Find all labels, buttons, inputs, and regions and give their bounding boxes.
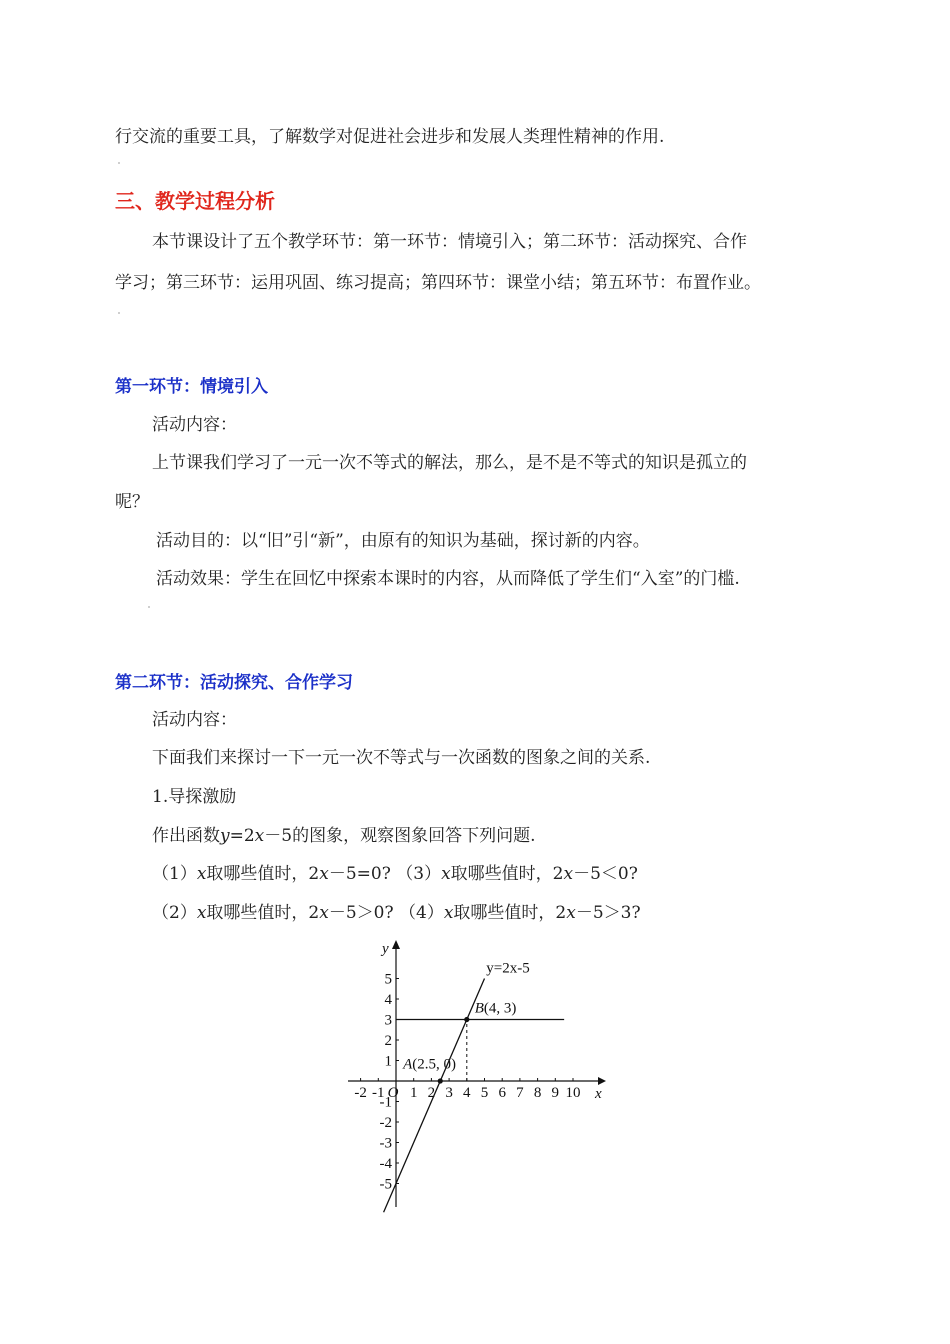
- paragraph-line: 上节课我们学习了一元一次不等式的解法，那么，是不是不等式的知识是孤立的: [152, 453, 747, 473]
- list-item-heading: 1.导探激励: [152, 787, 237, 807]
- label-line: 活动内容：: [152, 710, 237, 730]
- question-2: （2）x取哪些值时，2x－5＞0?: [152, 903, 394, 923]
- divider-dot: [118, 312, 120, 314]
- origin-label: O: [387, 1085, 399, 1101]
- subsection-heading: 第一环节：情境引入: [115, 377, 268, 397]
- x-axis-arrow: [598, 1077, 606, 1085]
- x-tick-label: 1: [409, 1085, 418, 1101]
- text-line: 行交流的重要工具，了解数学对促进社会进步和发展人类理性精神的作用.: [115, 127, 665, 147]
- y-axis-label: y: [382, 941, 389, 957]
- x-tick-label: 8: [533, 1085, 542, 1101]
- label-line: 活动内容：: [152, 415, 237, 435]
- y-tick-label: -2: [379, 1115, 392, 1131]
- paragraph-line: 活动效果：学生在回忆中探索本课时的内容，从而降低了学生们“入室”的门槛.: [156, 569, 740, 589]
- point-a: [438, 1078, 443, 1083]
- point-b-label: B(4, 3): [474, 1000, 517, 1017]
- point-a-label: A(2.5, 0): [403, 1056, 457, 1073]
- divider-dot: [118, 162, 120, 164]
- function-graph: [340, 935, 615, 1215]
- subsection-heading: 第二环节：活动探究、合作学习: [115, 673, 353, 693]
- section-heading: 三、教学过程分析: [115, 189, 275, 213]
- paragraph-line: 学习；第三环节：运用巩固、练习提高；第四环节：课堂小结；第五环节：布置作业。: [115, 273, 761, 293]
- y-tick-label: 4: [384, 992, 392, 1008]
- question-3: （3）x取哪些值时，2x－5＜0?: [396, 864, 638, 884]
- y-tick-label: -3: [379, 1135, 392, 1152]
- x-tick-label: 3: [445, 1085, 453, 1101]
- x-tick-label: 9: [551, 1085, 560, 1101]
- graph-layer: [348, 940, 606, 1212]
- y-tick-label: -4: [379, 1156, 392, 1172]
- x-tick-label: 4: [463, 1085, 471, 1101]
- question-row: [152, 863, 638, 885]
- question-intro: 作出函数y=2x－5的图象，观察图象回答下列问题.: [152, 826, 536, 846]
- y-tick-label: -5: [379, 1176, 392, 1193]
- y-axis-arrow: [392, 940, 400, 949]
- paragraph-line: 呢？: [115, 492, 149, 512]
- y-tick-label: 2: [384, 1033, 392, 1049]
- x-tick-label: -2: [354, 1085, 367, 1101]
- paragraph-line: 本节课设计了五个教学环节：第一环节：情境引入；第二环节：活动探究、合作: [152, 232, 747, 252]
- divider-dot: [148, 606, 150, 608]
- x-tick-label: 5: [480, 1085, 489, 1101]
- y-tick-label: -1: [379, 1094, 392, 1111]
- x-tick-label: 6: [498, 1085, 506, 1101]
- question-4: （4）x取哪些值时，2x－5＞3?: [399, 903, 641, 923]
- y-tick-label: 5: [384, 971, 392, 988]
- point-b: [464, 1017, 469, 1022]
- x-tick-label: 10: [565, 1085, 581, 1101]
- x-tick-label: 2: [427, 1085, 436, 1101]
- x-axis-label: x: [595, 1086, 602, 1102]
- x-tick-label: 7: [516, 1085, 524, 1101]
- paragraph-line: 活动目的：以“旧”引“新”，由原有的知识为基础，探讨新的内容。: [156, 531, 650, 551]
- question-row: [152, 902, 641, 924]
- function-label: y=2x-5: [486, 960, 530, 977]
- paragraph-line: 下面我们来探讨一下一元一次不等式与一次函数的图象之间的关系.: [152, 748, 651, 768]
- y-tick-label: 3: [384, 1012, 392, 1029]
- question-1: （1）x取哪些值时，2x－5=0?: [152, 864, 391, 884]
- y-tick-label: 1: [384, 1053, 392, 1070]
- x-tick-label: -1: [372, 1085, 385, 1101]
